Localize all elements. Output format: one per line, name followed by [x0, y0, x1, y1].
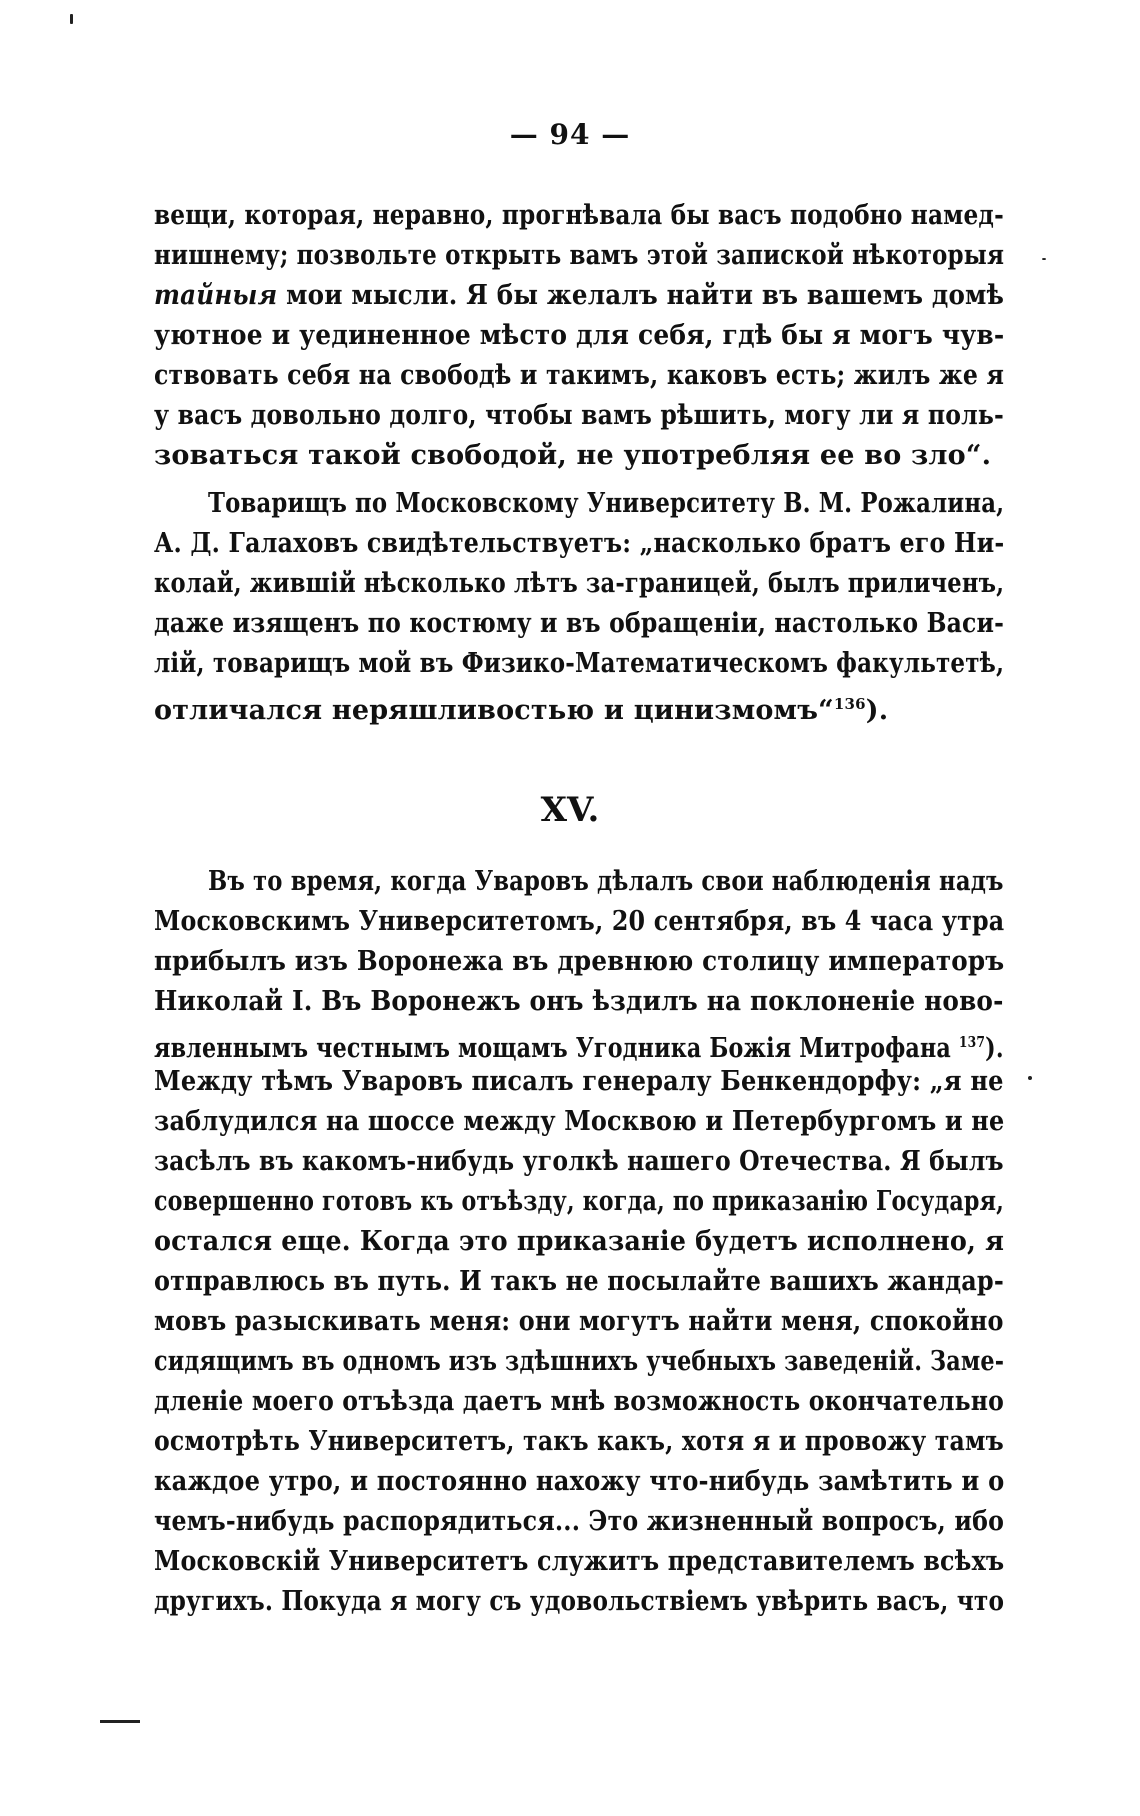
line-text: мовъ разыскивать меня: они могутъ найти меня, спокойно	[154, 1306, 1004, 1337]
line-text: Между тѣмъ Уваровъ писалъ генералу Бенкендорфу: „я не	[154, 1066, 1004, 1097]
footnote-marker: 137	[958, 1033, 986, 1051]
text-line	[154, 982, 1004, 1022]
text-line	[154, 1342, 1004, 1382]
text-line	[154, 396, 1004, 436]
line-text: тайныя мои мысли. Я бы желалъ найти въ вашемъ домѣ	[154, 280, 1005, 311]
text-line	[154, 196, 1004, 236]
text-line	[154, 276, 1004, 316]
line-text: засѣлъ въ какомъ-нибудь уголкѣ нашего Отечества. Я былъ	[154, 1146, 1004, 1177]
line-text: осмотрѣть Университетъ, такъ какъ, хотя я и провожу тамъ	[154, 1426, 1004, 1457]
line-text: каждое утро, и постоянно нахожу что-нибудь замѣтить и о	[154, 1466, 1005, 1497]
text-line	[208, 484, 1004, 524]
line-text-main: отличался неряшливостью и цинизмомъ“	[154, 695, 834, 726]
line-text: прибылъ изъ Воронежа въ древнюю столицу императоръ	[154, 946, 1005, 977]
line-text: Московскимъ Университетомъ, 20 сентября, въ 4 часа утра	[154, 906, 1005, 937]
line-text: колай, жившій нѣсколько лѣтъ за-границей, былъ приличенъ,	[154, 568, 1005, 599]
text-line	[154, 316, 1004, 356]
text-line	[154, 902, 1004, 942]
line-text: зоваться такой свободой, не употребляя ее во зло“.	[154, 440, 992, 471]
text-line	[154, 236, 1004, 276]
footnote-close: ).	[865, 695, 889, 726]
line-text: уютное и уединенное мѣсто для себя, гдѣ бы я могъ чув-	[154, 320, 1005, 351]
line-text: вещи, которая, неравно, прогнѣвала бы васъ подобно намед-	[154, 200, 1004, 231]
text-line	[154, 604, 1004, 644]
italic-word: тайныя	[154, 280, 278, 311]
text-line	[154, 356, 1004, 396]
line-text: остался еще. Когда это приказаніе будетъ исполнено, я	[154, 1226, 1005, 1257]
line-text: А. Д. Галаховъ свидѣтельствуетъ: „насколько братъ его Ни-	[154, 528, 1005, 559]
scan-mark	[100, 1720, 140, 1723]
text-line	[154, 1302, 1004, 1342]
line-text: Въ то время, когда Уваровъ дѣлалъ свои наблюденія надъ	[208, 866, 1004, 897]
scan-speck	[1042, 258, 1046, 260]
text-line	[154, 1062, 1004, 1102]
text-line	[154, 1382, 1004, 1422]
line-text: даже изященъ по костюму и въ обращеніи, настолько Васи-	[154, 608, 1005, 639]
line-text: другихъ. Покуда я могу съ удовольствіемъ увѣрить васъ, что	[154, 1586, 1005, 1617]
line-text: ствовать себя на свободѣ и такимъ, каковъ есть; жилъ же я	[154, 360, 1005, 391]
line-text: Московскій Университетъ служитъ представителемъ всѣхъ	[154, 1546, 1005, 1577]
text-line	[208, 862, 1004, 902]
line-text: Товарищъ по Московскому Университету В. М. Рожалина,	[208, 488, 1005, 519]
line-text: совершенно готовъ къ отъѣзду, когда, по приказанію Государя,	[154, 1186, 1005, 1217]
line-text: дленіе моего отъѣзда даетъ мнѣ возможность окончательно	[154, 1386, 1005, 1417]
text-line	[154, 1102, 1004, 1142]
page-number: — 94 —	[509, 118, 631, 151]
text-line	[154, 1542, 1004, 1582]
text-line	[154, 1462, 1004, 1502]
footnote-marker: 136	[833, 695, 866, 713]
text-line	[154, 1582, 1004, 1622]
line-text: отправлюсь въ путь. И такъ не посылайте вашихъ жандар-	[154, 1266, 1004, 1297]
text-line	[154, 1222, 1004, 1262]
line-text: у васъ довольно долго, чтобы вамъ рѣшить, могу ли я поль-	[154, 400, 1004, 431]
text-line	[154, 1142, 1004, 1182]
text-line	[154, 942, 1004, 982]
text-line	[154, 1422, 1004, 1462]
line-text: лій, товарищъ мой въ Физико-Математическомъ факультетѣ,	[154, 648, 1005, 679]
line-text: чемъ-нибудь распорядиться... Это жизненный вопросъ, ибо	[154, 1506, 1005, 1537]
text-line	[154, 644, 1004, 684]
text-line	[154, 684, 1004, 731]
line-text: заблудился на шоссе между Москвою и Петербургомъ и не	[154, 1106, 1005, 1137]
text-line	[154, 436, 1004, 476]
line-text: Николай I. Въ Воронежъ онъ ѣздилъ на поклоненіе ново-	[154, 986, 1004, 1017]
footnote-close: ).	[985, 1033, 1004, 1064]
text-line	[154, 1182, 1004, 1222]
text-line	[154, 1502, 1004, 1542]
section-title: XV.	[540, 790, 600, 830]
line-text	[154, 684, 888, 731]
scan-speck	[70, 14, 73, 24]
text-line	[154, 524, 1004, 564]
line-text: сидящимъ въ одномъ изъ здѣшнихъ учебныхъ заведеній. Заме-	[154, 1346, 1005, 1377]
line-text-main: явленнымъ честнымъ мощамъ Угодника Божія Митрофана	[154, 1033, 951, 1064]
text-line	[154, 564, 1004, 604]
scan-speck	[1028, 1076, 1032, 1080]
line-text: нишнему; позвольте открыть вамъ этой запиской нѣкоторыя	[154, 240, 1005, 271]
text-line	[154, 1262, 1004, 1302]
